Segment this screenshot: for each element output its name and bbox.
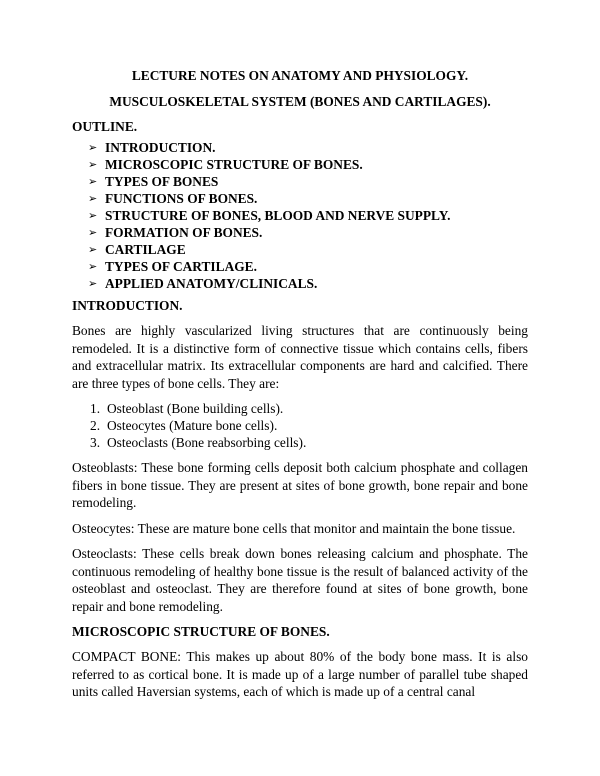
introduction-heading: INTRODUCTION. <box>72 298 183 313</box>
arrow-bullet-icon: ➢ <box>88 277 98 290</box>
arrow-bullet-icon: ➢ <box>88 175 98 188</box>
outline-heading: OUTLINE. <box>72 119 138 134</box>
outline-item: ➢ INTRODUCTION. <box>88 140 216 155</box>
list-item: 3. Osteoclasts (Bone reabsorbing cells). <box>90 435 307 450</box>
bone-cells-list <box>72 400 528 451</box>
osteoblasts-paragraph: Osteoblasts: These bone forming cells deposit both calcium phosphate and collagen fibers in bone tissue. They are present at sites of bone growth, bone repair and bone remodeling. <box>72 460 528 510</box>
outline-item: ➢ TYPES OF CARTILAGE. <box>88 259 257 274</box>
arrow-bullet-icon: ➢ <box>88 141 98 154</box>
compact-bone-paragraph: COMPACT BONE: This makes up about 80% of the body bone mass. It is also referred to as cortical bone. It is made up of a large number of parallel tube shaped units called Haversian systems, each of which is made up of a central canal <box>72 649 528 699</box>
list-item: 2. Osteocytes (Mature bone cells). <box>90 418 278 433</box>
osteocytes-paragraph: Osteocytes: These are mature bone cells that monitor and maintain the bone tissue. <box>72 520 516 536</box>
document-subtitle: MUSCULOSKELETAL SYSTEM (BONES AND CARTILAGES). <box>109 94 491 109</box>
arrow-bullet-icon: ➢ <box>88 243 98 256</box>
arrow-bullet-icon: ➢ <box>88 209 98 222</box>
list-item: 1. Osteoblast (Bone building cells). <box>90 401 284 416</box>
arrow-bullet-icon: ➢ <box>88 260 98 273</box>
outline-item: ➢ TYPES OF BONES <box>88 174 219 189</box>
outline-list <box>72 139 528 292</box>
outline-item: ➢ STRUCTURE OF BONES, BLOOD AND NERVE SUPPLY. <box>88 208 451 223</box>
arrow-bullet-icon: ➢ <box>88 226 98 239</box>
outline-item: ➢ CARTILAGE <box>88 242 186 257</box>
document-title: LECTURE NOTES ON ANATOMY AND PHYSIOLOGY. <box>131 68 469 83</box>
microscopic-heading: MICROSCOPIC STRUCTURE OF BONES. <box>72 624 330 639</box>
introduction-paragraph: Bones are highly vascularized living structures that are continuously being remodeled. It is a distinctive form of connective tissue which contains cells, fibers and extracellular matrix. Its extracellular components are hard and calcified. There are three types of bone cells. They are: <box>72 323 528 391</box>
outline-item: ➢ APPLIED ANATOMY/CLINICALS. <box>88 276 318 291</box>
osteoclasts-paragraph: Osteoclasts: These cells break down bones releasing calcium and phosphate. The continuous remodeling of healthy bone tissue is the result of balanced activity of the osteoblast and osteoclast. They are therefore found at sites of bone growth, bone repair and bone remodeling. <box>72 546 528 614</box>
arrow-bullet-icon: ➢ <box>88 158 98 171</box>
outline-item: ➢ FUNCTIONS OF BONES. <box>88 191 258 206</box>
arrow-bullet-icon: ➢ <box>88 192 98 205</box>
outline-item: ➢ FORMATION OF BONES. <box>88 225 263 240</box>
outline-item: ➢ MICROSCOPIC STRUCTURE OF BONES. <box>88 157 363 172</box>
